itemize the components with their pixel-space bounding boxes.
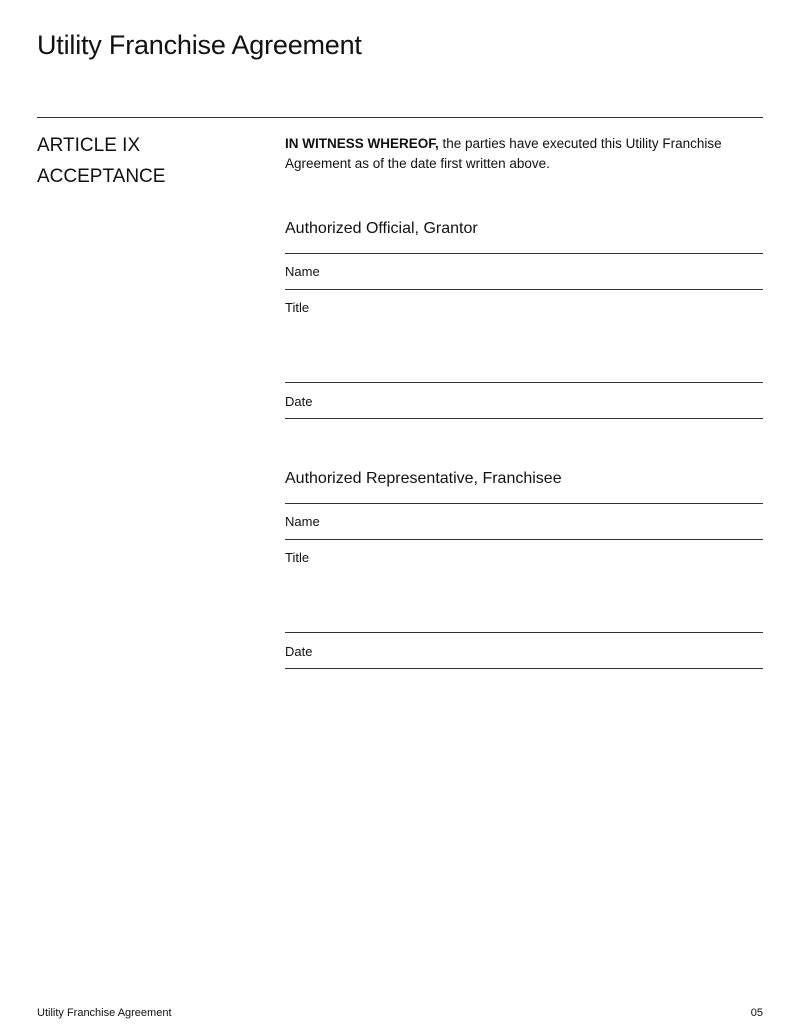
grantor-title-line[interactable] bbox=[285, 289, 763, 290]
grantor-name-line[interactable] bbox=[285, 253, 763, 254]
franchisee-title-line[interactable] bbox=[285, 539, 763, 540]
page-number: 05 bbox=[750, 1007, 763, 1019]
witness-text: the parties have executed this Utility Franchise Agreement as of the date first written above. bbox=[285, 136, 722, 171]
title-divider bbox=[37, 117, 763, 118]
article-number: ARTICLE IX bbox=[37, 135, 141, 156]
article-name: ACCEPTANCE bbox=[37, 166, 166, 187]
grantor-date-label: Date bbox=[285, 394, 313, 409]
footer-document-title: Utility Franchise Agreement bbox=[37, 1007, 172, 1019]
grantor-heading: Authorized Official, Grantor bbox=[285, 220, 478, 237]
grantor-date-line[interactable] bbox=[285, 382, 763, 383]
grantor-title-label: Title bbox=[285, 300, 310, 315]
franchisee-name-line[interactable] bbox=[285, 503, 763, 504]
franchisee-heading: Authorized Representative, Franchisee bbox=[285, 470, 562, 487]
document-title: Utility Franchise Agreement bbox=[37, 30, 362, 60]
franchisee-block-end-line bbox=[285, 668, 763, 669]
witness-clause bbox=[285, 134, 763, 174]
grantor-block-end-line bbox=[285, 418, 763, 419]
franchisee-name-label: Name bbox=[285, 514, 320, 529]
franchisee-date-line[interactable] bbox=[285, 632, 763, 633]
grantor-name-label: Name bbox=[285, 264, 320, 279]
franchisee-title-label: Title bbox=[285, 550, 310, 565]
franchisee-date-label: Date bbox=[285, 644, 313, 659]
witness-lead: IN WITNESS WHEREOF, bbox=[285, 136, 439, 151]
